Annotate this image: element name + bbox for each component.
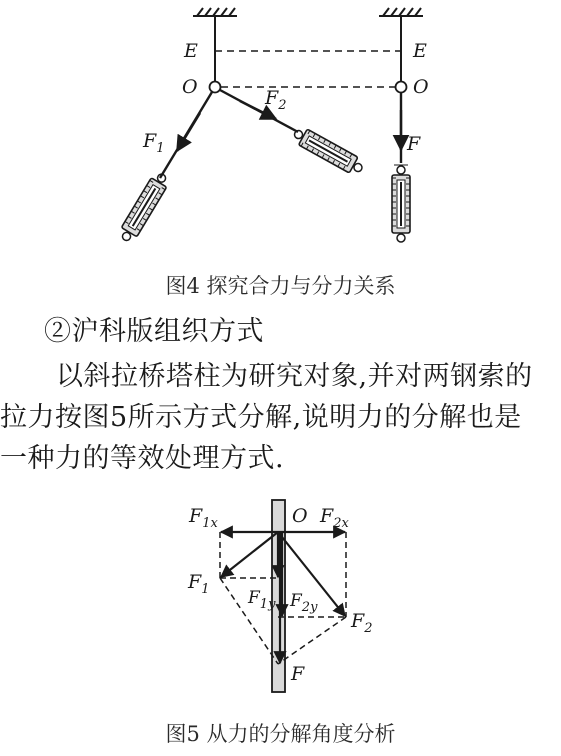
right-knot-o: [396, 82, 407, 93]
label-f2: $F_2$: [351, 610, 373, 636]
label-f2: $F_2$: [265, 87, 287, 113]
label-e-left: E: [184, 40, 198, 62]
label-o-left: O: [182, 76, 198, 98]
right-ceiling: [379, 8, 423, 16]
figure-4-caption: 图4 探究合力与分力关系: [165, 274, 396, 298]
figure-5: [0, 496, 561, 706]
label-f1: $F_1$: [188, 571, 210, 597]
label-f1y: $F_{1y}$: [248, 588, 276, 612]
spring-balance-f2: [291, 125, 366, 178]
label-f: F: [407, 133, 421, 155]
figure-4-diagram: [0, 0, 561, 262]
f1-arrow: [221, 532, 278, 577]
paragraph-line-2: 拉力按图5所示方式分解,说明力的分解也是: [0, 402, 522, 433]
label-f1: $F_1$: [143, 130, 165, 156]
label-f2x: $F_{2x}$: [320, 505, 349, 531]
label-f: F: [291, 663, 305, 685]
label-f2y: $F_{2y}$: [290, 591, 318, 615]
body-paragraph: [0, 356, 561, 479]
subheading: ②沪科版组织方式: [44, 316, 264, 347]
figure-5-diagram: [0, 496, 561, 706]
figure-4: [0, 0, 561, 262]
spring-balance-f: [392, 165, 410, 242]
spring-balance-f1: [117, 170, 172, 244]
figure-5-caption: 图5 从力的分解角度分析: [165, 722, 396, 746]
paragraph-line-1: 以斜拉桥塔柱为研究对象,并对两钢索的: [56, 361, 533, 392]
label-o-right: O: [413, 76, 429, 98]
left-knot-o: [210, 82, 221, 93]
label-e-right: E: [413, 40, 427, 62]
left-ceiling: [193, 8, 237, 16]
label-o: O: [292, 505, 308, 527]
paragraph-line-3: 一种力的等效处理方式.: [0, 443, 285, 474]
f1-arrow: [177, 113, 200, 151]
label-f1x: $F_{1x}$: [189, 505, 218, 531]
